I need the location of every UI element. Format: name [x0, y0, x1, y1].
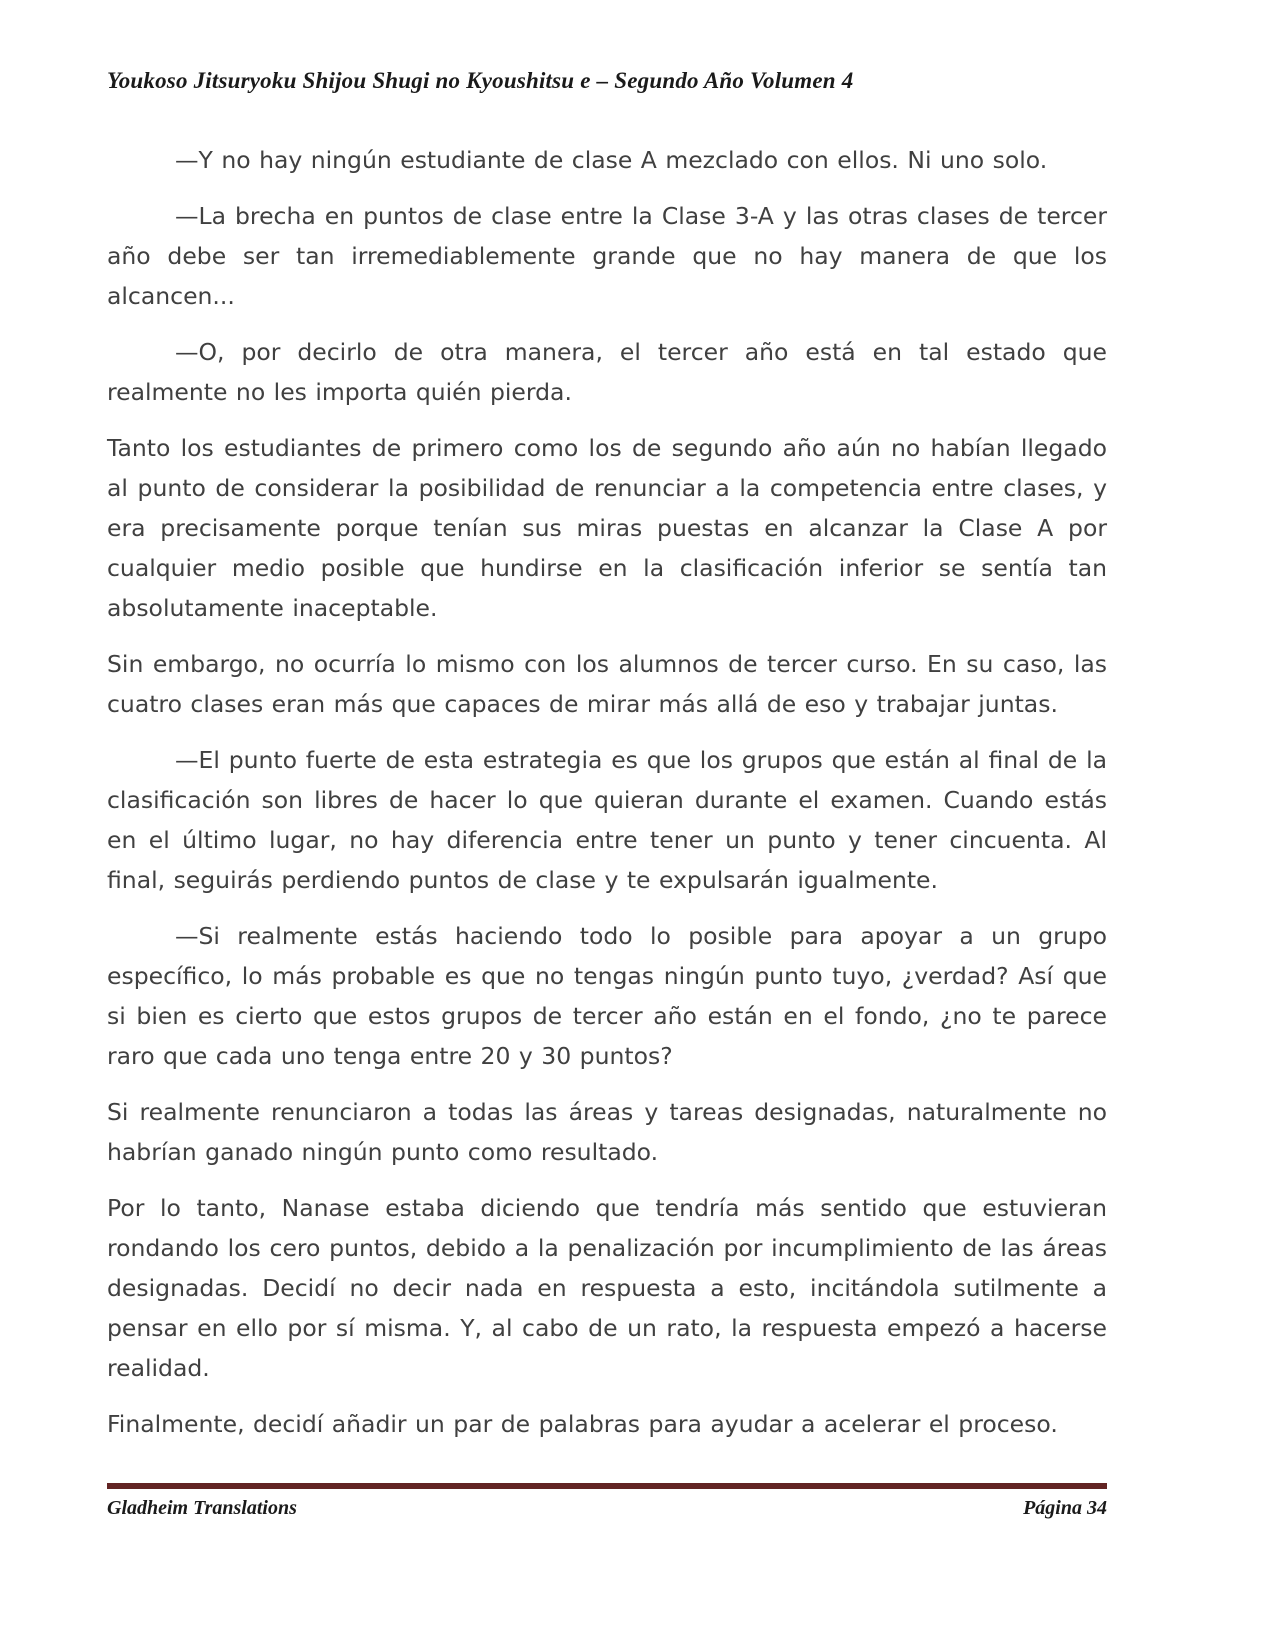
paragraph: Sin embargo, no ocurría lo mismo con los alumnos de tercer curso. En su caso, las cuatro clases eran más que capaces de mirar más allá de eso y trabajar juntas. — [107, 650, 1107, 718]
footer-row — [107, 1495, 1107, 1520]
paragraph: —Si realmente estás haciendo todo lo posible para apoyar a un grupo específico, lo más probable es que no tengas ningún punto tuyo, ¿verdad? Así que si bien es cierto que estos grupos de tercer año están en el fondo, ¿no te parece raro que cada uno tenga entre 20 y 30 puntos? — [107, 922, 1107, 1070]
page-content — [107, 68, 1107, 1460]
paragraph: —El punto fuerte de esta estrategia es que los grupos que están al final de la clasificación son libres de hacer lo que quieran durante el examen. Cuando estás en el último lugar, no hay diferencia entre tener un punto y tener cincuenta. Al final, seguirás perdiendo puntos de clase y te expulsarán igualmente. — [107, 746, 1107, 894]
footer-page-number: Página 34 — [1023, 1497, 1107, 1519]
paragraph: —La brecha en puntos de clase entre la Clase 3-A y las otras clases de tercer año debe ser tan irremediablemente grande que no hay manera de que los alcancen... — [107, 202, 1107, 310]
paragraph: Si realmente renunciaron a todas las áreas y tareas designadas, naturalmente no habrían ganado ningún punto como resultado. — [107, 1098, 1107, 1166]
footer-divider-rule — [107, 1483, 1107, 1489]
paragraph: —Y no hay ningún estudiante de clase A mezclado con ellos. Ni uno solo. — [175, 146, 1048, 174]
page-header-title: Youkoso Jitsuryoku Shijou Shugi no Kyoushitsu e – Segundo Año Volumen 4 — [107, 68, 854, 93]
paragraph: —O, por decirlo de otra manera, el tercer año está en tal estado que realmente no les importa quién pierda. — [107, 338, 1107, 406]
paragraph: Tanto los estudiantes de primero como los de segundo año aún no habían llegado al punto de considerar la posibilidad de renunciar a la competencia entre clases, y era precisamente porque tenían sus miras puestas en alcanzar la Clase A por cualquier medio posible que hundirse en la clasificación inferior se sentía tan absolutamente inaceptable. — [107, 434, 1107, 622]
footer-translator-credit: Gladheim Translations — [107, 1497, 297, 1519]
document-body — [107, 140, 1107, 1444]
page-footer — [107, 1483, 1107, 1520]
paragraph: Por lo tanto, Nanase estaba diciendo que tendría más sentido que estuvieran rondando los cero puntos, debido a la penalización por incumplimiento de las áreas designadas. Decidí no decir nada en respuesta a esto, incitándola sutilmente a pensar en ello por sí misma. Y, al cabo de un rato, la respuesta empezó a hacerse realidad. — [107, 1194, 1107, 1382]
paragraph: Finalmente, decidí añadir un par de palabras para ayudar a acelerar el proceso. — [107, 1410, 1058, 1438]
